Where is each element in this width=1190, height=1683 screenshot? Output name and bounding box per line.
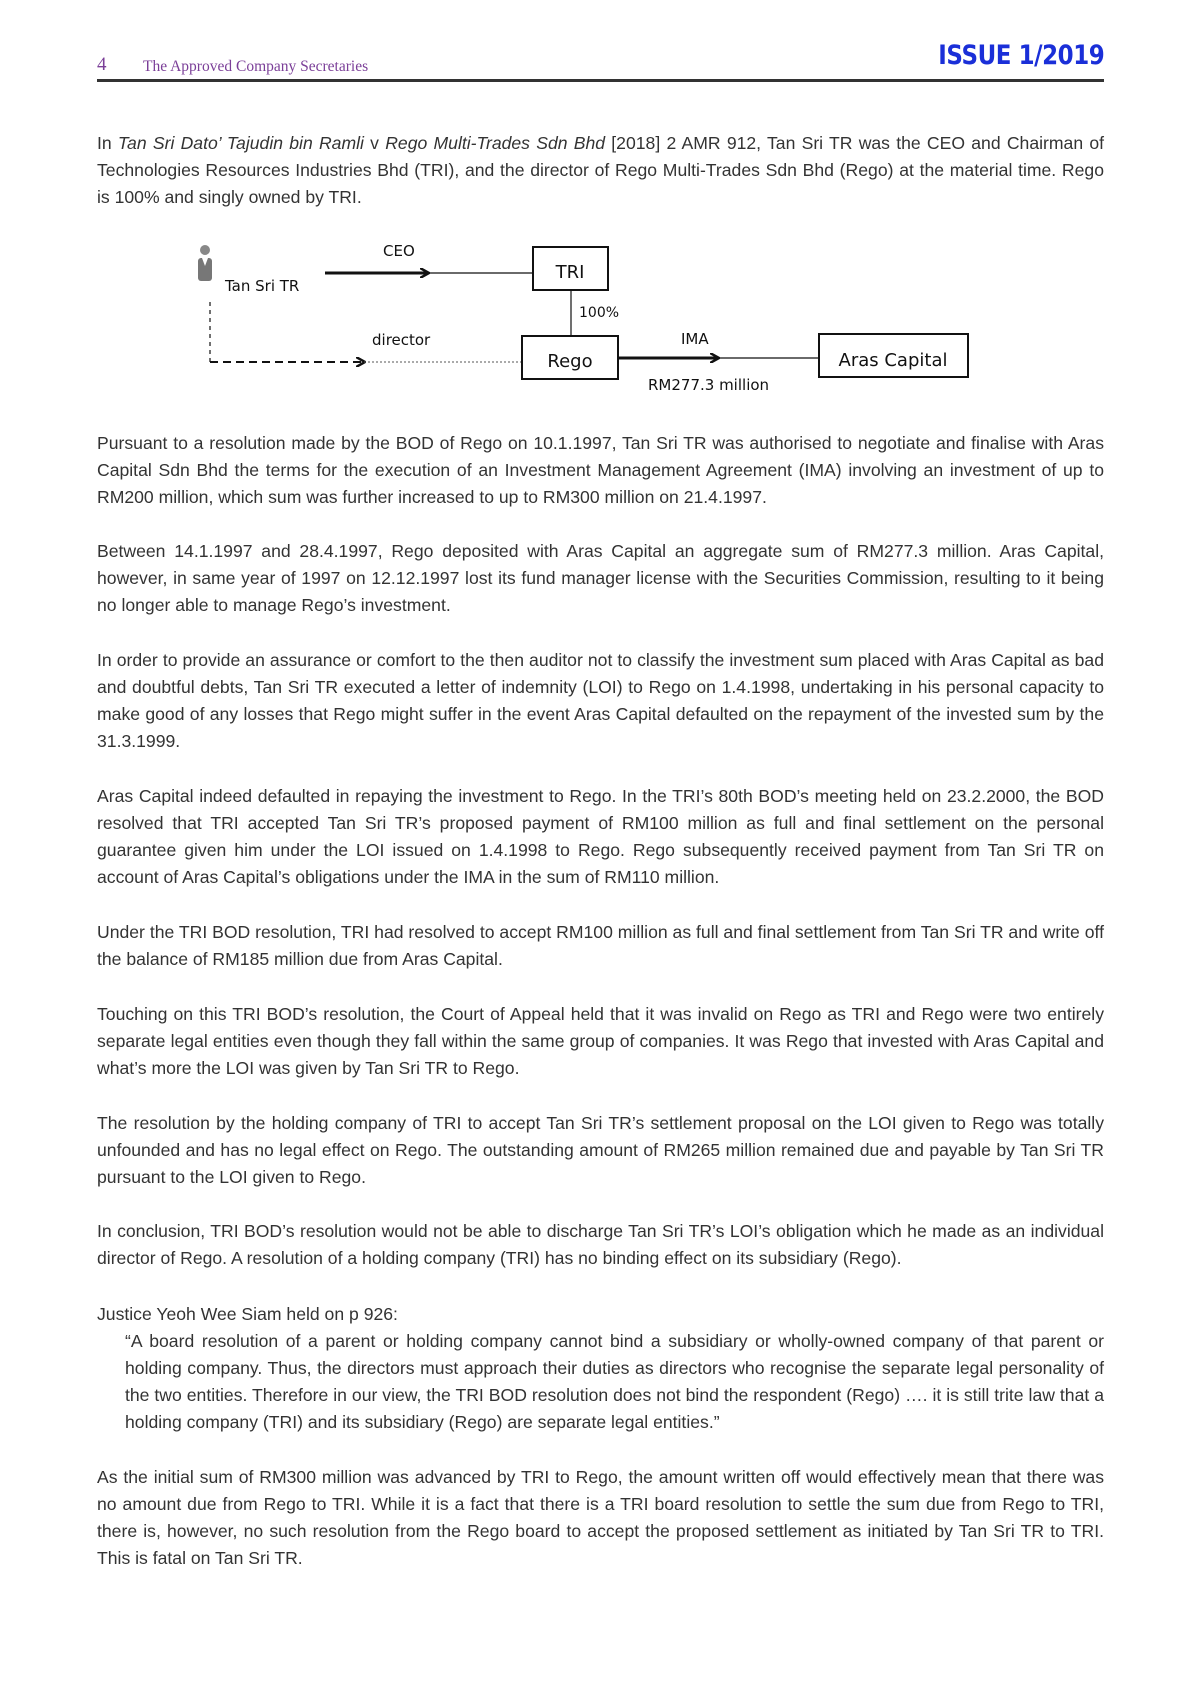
director-label: director	[372, 331, 431, 349]
intro-prefix: In	[97, 133, 118, 153]
ceo-label: CEO	[383, 242, 415, 260]
intro-rest: [2018] 2 AMR 912, Tan Sri TR was the CEO and Chairman of Technologies Resources Industries Bhd (TRI), and the director of Rego Multi-Trades Sdn Bhd (Rego) at the material time. Rego is 100% and singly owned by TRI.	[97, 133, 1105, 207]
case-party-2: Rego Multi-Trades Sdn Bhd	[385, 133, 606, 153]
paragraph: In order to provide an assurance or comfort to the then auditor not to classify the investment sum placed with Aras Capital as bad and doubtful debts, Tan Sri TR executed a letter of indemnity (LOI) to Rego on 1.4.1998, undertaking in his personal capacity to make good of any losses that Rego might suffer in the event Aras Capital defaulted on the repayment of the invested sum by the 31.3.1999.	[97, 650, 1104, 751]
conclusion-paragraph: As the initial sum of RM300 million was advanced by TRI to Rego, the amount written off would effectively mean that there was no amount due from Rego to TRI. While it is a fact that there is a TRI board resolution to settle the sum due from Rego to TRI, there is, however, no such resolution from the Rego board to accept the proposed settlement as initiated by Tan Sri TR to TRI. This is fatal on Tan Sri TR.	[97, 1467, 1104, 1568]
case-versus: v	[363, 133, 386, 153]
paragraph: Pursuant to a resolution made by the BOD of Rego on 10.1.1997, Tan Sri TR was authorised to negotiate and finalise with Aras Capital Sdn Bhd the terms for the execution of an Investment Management Agreement (IMA) involving an investment of up to RM200 million, which sum was further increased to up to RM300 million on 21.4.1997.	[97, 433, 1104, 507]
case-party-1: Tan Sri Dato’ Tajudin bin Ramli	[117, 133, 364, 153]
block-quote: “A board resolution of a parent or holding company cannot bind a subsidiary or wholly-owned company of that parent or holding company. Thus, the directors must approach their duties as directors who recognise the separate legal personality of the two entities. Therefore in our view, the TRI BOD resolution does not bind the respondent (Rego) …. it is still trite law that a holding company (TRI) and its subsidiary (Rego) are separate legal entities.”	[125, 1331, 1104, 1432]
ima-label: IMA	[681, 330, 709, 348]
ownership-label: 100%	[579, 305, 620, 321]
tri-label: TRI	[555, 262, 585, 283]
amount-label: RM277.3 million	[648, 376, 770, 394]
paragraph: Touching on this TRI BOD’s resolution, the Court of Appeal held that it was invalid on Rego as TRI and Rego were two entirely separate legal entities even though they fall within the same group of companies. It was Rego that invested with Aras Capital and what’s more the LOI was given by Tan Sri TR to Rego.	[97, 1004, 1104, 1078]
person-label: Tan Sri TR	[225, 277, 300, 295]
paragraph: Between 14.1.1997 and 28.4.1997, Rego deposited with Aras Capital an aggregate sum of RM277.3 million. Aras Capital, however, in same year of 1997 on 12.12.1997 lost its fund manager license with the Securities Commission, resulting to it being no longer able to manage Rego’s investment.	[97, 541, 1104, 615]
ownership-diagram	[0, 0, 1190, 420]
aras-capital-label: Aras Capital	[838, 350, 948, 371]
person-icon	[198, 245, 212, 281]
publication-title: The Approved Company Secretaries	[143, 58, 369, 75]
paragraph: Aras Capital indeed defaulted in repaying the investment to Rego. In the TRI’s 80th BOD’s meeting held on 23.2.2000, the BOD resolved that TRI accepted Tan Sri TR’s proposed payment of RM100 million as full and final settlement on the personal guarantee given him under the LOI issued on 1.4.1998 to Rego. Rego subsequently received payment from Tan Sri TR on account of Aras Capital’s obligations under the IMA in the sum of RM110 million.	[97, 786, 1104, 887]
paragraph: In conclusion, TRI BOD’s resolution would not be able to discharge Tan Sri TR’s LOI’s obligation which he made as an individual director of Rego. A resolution of a holding company (TRI) has no binding effect on its subsidiary (Rego).	[97, 1221, 1104, 1268]
rego-label: Rego	[547, 351, 593, 372]
page-number: 4	[97, 54, 107, 75]
issue-label: ISSUE 1/2019	[937, 40, 1104, 71]
paragraph: Under the TRI BOD resolution, TRI had resolved to accept RM100 million as full and final settlement from Tan Sri TR and write off the balance of RM185 million due from Aras Capital.	[97, 922, 1104, 969]
paragraph: The resolution by the holding company of TRI to accept Tan Sri TR’s settlement proposal on the LOI given to Rego was totally unfounded and has no legal effect on Rego. The outstanding amount of RM265 million remained due and payable by Tan Sri TR pursuant to the LOI given to Rego.	[97, 1113, 1104, 1187]
quote-intro: Justice Yeoh Wee Siam held on p 926:	[97, 1304, 398, 1324]
